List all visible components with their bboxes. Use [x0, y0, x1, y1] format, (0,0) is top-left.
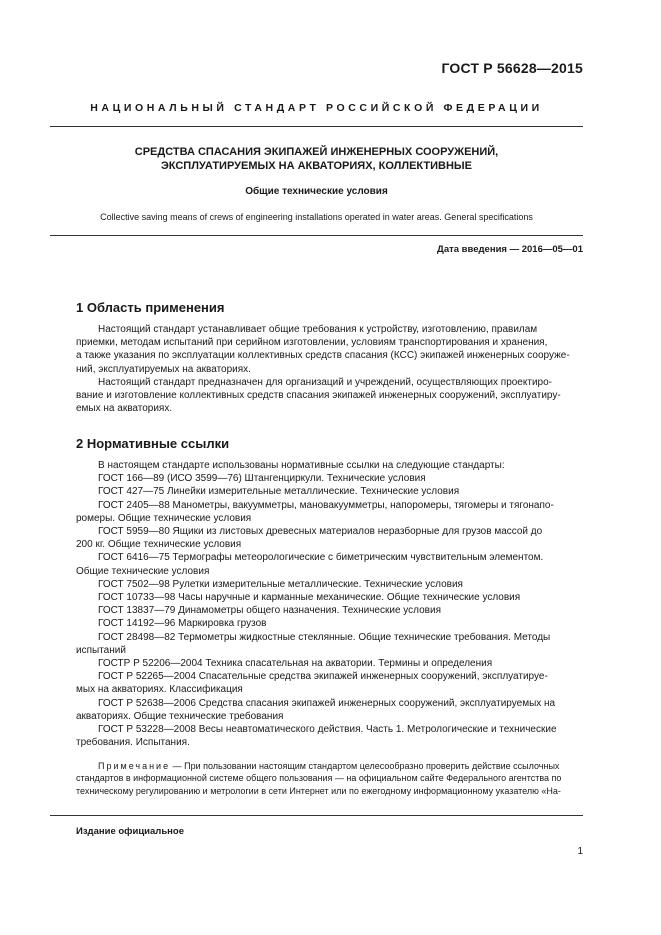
note-label: Примечание	[98, 761, 171, 771]
standard-title: НАЦИОНАЛЬНЫЙ СТАНДАРТ РОССИЙСКОЙ ФЕДЕРАЦИИ	[90, 102, 543, 114]
text-line: В настоящем стандарте использованы нормативные ссылки на следующие стандарты:	[98, 460, 505, 471]
note-line: техническому регулированию и метрологии в сети Интернет или по ежегодному информационному указателю «На-	[76, 785, 561, 796]
document-subtitle: Общие технические условия	[245, 186, 388, 197]
document-title	[50, 145, 583, 173]
title-divider	[50, 235, 583, 236]
section-heading-references: 2 Нормативные ссылки	[76, 436, 230, 451]
section-scope-text	[76, 323, 583, 415]
reference-item: ГОСТ 14192—96 Маркировка грузов	[98, 618, 267, 630]
note-line: стандартов в информационной системе общего пользования — на официальном сайте Федерального агентства по	[76, 773, 562, 784]
text-line: а также указания по эксплуатации коллективных средств спасания (КСС) экипажей инженерных сооруже-	[76, 350, 570, 362]
text-line: приемки, методам испытаний при серийном изготовлении, условиям транспортирования и хранения,	[76, 337, 548, 349]
reference-item: ГОСТ 7502—98 Рулетки измерительные металлические. Технические условия	[98, 578, 463, 590]
text-line: вание и изготовление коллективных средств спасания экипажей инженерных сооружений, эксплуатиру-	[76, 390, 561, 402]
introduction-date: Дата введения — 2016—05—01	[437, 244, 583, 255]
reference-item: ГОСТ 28498—82 Термометры жидкостные стеклянные. Общие технические требования. Методы	[98, 631, 551, 643]
reference-item-cont: 200 кг. Общие технические условия	[76, 539, 242, 551]
reference-item: ГОСТ Р 52638—2006 Средства спасания экипажей инженерных сооружений, эксплуатируемых на	[98, 697, 556, 709]
note-line	[76, 760, 583, 772]
document-title-line: ЭКСПЛУАТИРУЕМЫХ НА АКВАТОРИЯХ, КОЛЛЕКТИВНЫЕ	[160, 160, 473, 172]
reference-item: ГОСТ 6416—75 Термографы метеорологические с биметрическим чувствительным элементом.	[98, 552, 544, 564]
reference-item-cont: Общие технические условия	[76, 565, 210, 577]
text-line: ний, эксплуатируемых на акваториях.	[76, 363, 251, 375]
reference-item: ГОСТ 166—89 (ИСО 3599—76) Штангенциркули. Технические условия	[98, 473, 426, 485]
reference-item: ГОСТ Р 53228—2008 Весы неавтоматического действия. Часть 1. Метрологические и технические	[98, 724, 557, 736]
reference-item: ГОСТ 427—75 Линейки измерительные металлические. Технические условия	[98, 486, 460, 498]
reference-item-cont: акваториях. Общие технические требования	[76, 710, 284, 722]
reference-item-cont: испытаний	[76, 644, 126, 656]
text-line: Настоящий стандарт предназначен для организаций и учреждений, осуществляющих проектиро-	[98, 376, 552, 388]
note-text: — При пользовании настоящим стандартом целесообразно проверить действие ссылочных	[170, 761, 560, 771]
text-line: емых на акваториях.	[76, 403, 173, 415]
reference-item: ГОСТР Р 52206—2004 Техника спасательная на акватории. Термины и определения	[98, 658, 493, 670]
english-title: Collective saving means of crews of engineering installations operated in water areas. General specifications	[100, 212, 533, 222]
reference-item: ГОСТ 2405—88 Манометры, вакуумметры, мановакуумметры, напоромеры, тягомеры и тягонапо-	[98, 499, 554, 511]
note-block	[76, 760, 583, 797]
reference-item-cont: мых на акваториях. Классификация	[76, 684, 243, 696]
text-line: Настоящий стандарт устанавливает общие требования к устройству, изготовлению, правилам	[98, 324, 538, 335]
header-divider	[50, 126, 583, 127]
section-references-text	[76, 459, 583, 749]
reference-item: ГОСТ Р 52265—2004 Спасательные средства экипажей инженерных сооружений, эксплуатируе-	[98, 671, 548, 683]
document-title-line: СРЕДСТВА СПАСАНИЯ ЭКИПАЖЕЙ ИНЖЕНЕРНЫХ СООРУЖЕНИЙ,	[134, 146, 499, 158]
gost-number: ГОСТ Р 56628—2015	[441, 60, 583, 76]
reference-item: ГОСТ 10733—98 Часы наручные и карманные механические. Общие технические условия	[98, 592, 521, 604]
reference-item: ГОСТ 13837—79 Динамометры общего назначения. Технические условия	[98, 605, 441, 617]
reference-item-cont: ромеры. Общие технические условия	[76, 512, 252, 524]
reference-item-cont: требования. Испытания.	[76, 737, 190, 749]
section-heading-scope: 1 Область применения	[76, 300, 225, 315]
reference-item: ГОСТ 5959—80 Ящики из листовых древесных материалов неразборные для грузов массой до	[98, 526, 543, 538]
edition-label: Издание официальное	[76, 826, 184, 837]
footer-divider	[50, 815, 583, 816]
page-number: 1	[577, 846, 583, 857]
